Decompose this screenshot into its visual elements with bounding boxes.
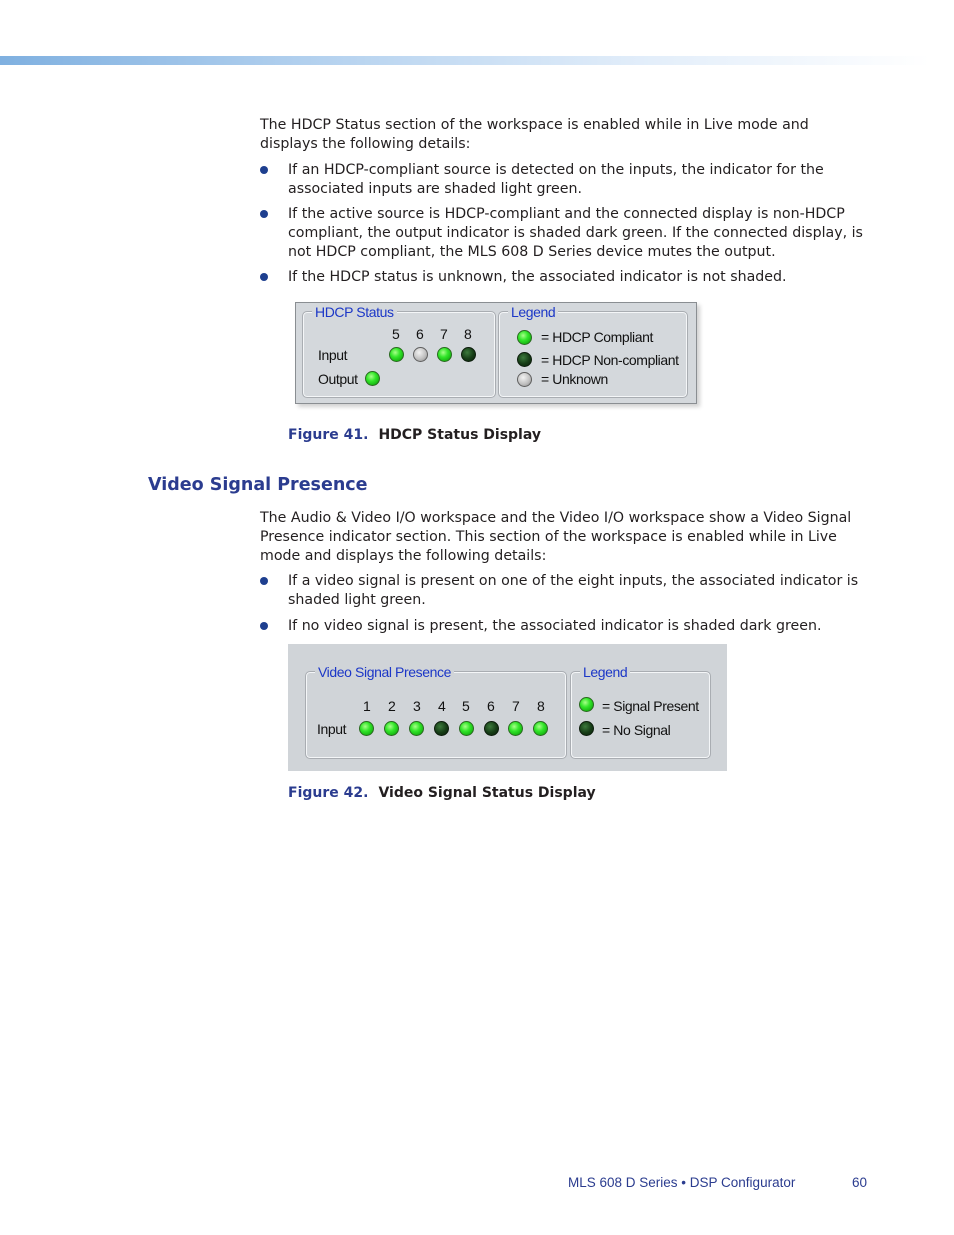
hdcp-intro-paragraph: The HDCP Status section of the workspace is enabled while in Live mode and displays the following details:: [260, 117, 809, 152]
column-label: 5: [462, 698, 470, 714]
vsp-intro-paragraph: The Audio & Video I/O workspace and the Video I/O workspace show a Video Signal Presence indicator section. This section of the workspace is enabled while in Live mode and displays the following details:: [260, 510, 852, 564]
hdcp-input-5-indicator-icon: [389, 347, 404, 362]
column-label: 2: [388, 698, 396, 714]
figure-42-caption: [288, 785, 596, 801]
legend-no-signal-icon: [579, 721, 594, 736]
column-label: 7: [512, 698, 520, 714]
figure-number: Figure 41.: [288, 427, 369, 443]
figure-number: Figure 42.: [288, 785, 369, 801]
header-gradient-bar: [0, 56, 930, 65]
legend-no-signal-label: = No Signal: [602, 722, 671, 738]
bullet-text: If the HDCP status is unknown, the associated indicator is not shaded.: [288, 269, 787, 285]
figure-41-caption: [288, 427, 541, 443]
hdcp-input-7-indicator-icon: [437, 347, 452, 362]
bullet-icon: [260, 166, 268, 174]
column-label: 3: [413, 698, 421, 714]
bullet-icon: [260, 210, 268, 218]
hdcp-status-group-title: HDCP Status: [312, 304, 397, 320]
video-signal-group-title: Video Signal Presence: [315, 664, 454, 680]
column-label: 4: [438, 698, 446, 714]
legend-compliant-icon: [517, 330, 532, 345]
signal-input-1-indicator-icon: [359, 721, 374, 736]
signal-legend-group: [571, 664, 710, 758]
output-row-label: Output: [318, 371, 358, 387]
column-label: 1: [363, 698, 371, 714]
legend-non-compliant-icon: [517, 352, 532, 367]
bullet-text: If no video signal is present, the associated indicator is shaded dark green.: [288, 618, 822, 634]
legend-unknown-label: = Unknown: [541, 371, 608, 387]
section-heading: Video Signal Presence: [148, 475, 368, 495]
column-label: 7: [440, 326, 448, 342]
figure-title: Video Signal Status Display: [378, 785, 596, 801]
legend-compliant-label: = HDCP Compliant: [541, 329, 653, 345]
legend-group-title: Legend: [508, 304, 558, 320]
signal-input-3-indicator-icon: [409, 721, 424, 736]
bullet-icon: [260, 577, 268, 585]
hdcp-input-8-indicator-icon: [461, 347, 476, 362]
column-label: 6: [416, 326, 424, 342]
signal-input-5-indicator-icon: [459, 721, 474, 736]
bullet-text: If an HDCP-compliant source is detected on the inputs, the indicator for the associated inputs are shaded light green.: [288, 162, 824, 197]
bullet-text: If a video signal is present on one of the eight inputs, the associated indicator is shaded light green.: [288, 573, 859, 608]
video-signal-presence-panel: [288, 644, 727, 771]
figure-title: HDCP Status Display: [378, 427, 541, 443]
signal-input-7-indicator-icon: [508, 721, 523, 736]
signal-input-8-indicator-icon: [533, 721, 548, 736]
footer-page-number: 60: [852, 1175, 868, 1190]
footer-document-title: MLS 608 D Series • DSP Configurator: [568, 1175, 796, 1190]
video-signal-group: [306, 664, 566, 758]
column-label: 8: [537, 698, 545, 714]
legend-unknown-icon: [517, 372, 532, 387]
input-row-label: Input: [318, 347, 348, 363]
hdcp-output-indicator-icon: [365, 371, 380, 386]
bullet-icon: [260, 622, 268, 630]
legend-signal-present-icon: [579, 697, 594, 712]
column-label: 5: [392, 326, 400, 342]
legend-signal-present-label: = Signal Present: [602, 698, 699, 714]
legend-non-compliant-label: = HDCP Non-compliant: [541, 352, 679, 368]
signal-input-4-indicator-icon: [434, 721, 449, 736]
signal-input-2-indicator-icon: [384, 721, 399, 736]
column-label: 8: [464, 326, 472, 342]
hdcp-input-6-indicator-icon: [413, 347, 428, 362]
hdcp-status-panel: [295, 302, 697, 404]
input-row-label: Input: [317, 721, 347, 737]
column-label: 6: [487, 698, 495, 714]
legend-group-title: Legend: [580, 664, 630, 680]
bullet-text: If the active source is HDCP-compliant and the connected display is non-HDCP compliant, the output indicator is shaded dark green. If the connected display, is not HDCP compliant, the MLS 608 D Series device mutes the output.: [288, 206, 863, 260]
signal-input-6-indicator-icon: [484, 721, 499, 736]
bullet-icon: [260, 273, 268, 281]
